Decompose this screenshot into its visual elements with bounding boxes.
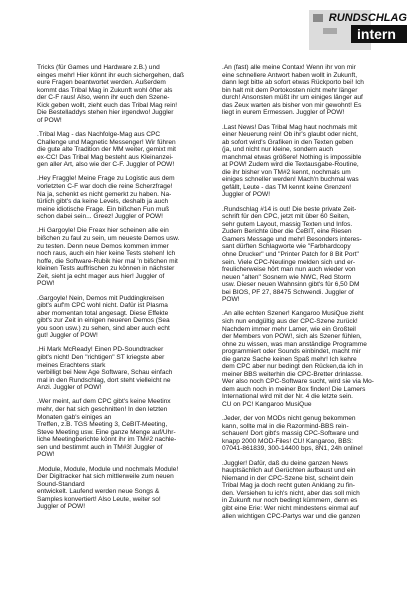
news-item: .Juggler! Dafür, daß du deine ganzen News hauptsächlich auf Gerüchten aufbaust und ein Niemand in der CPC-Szene bist, scheint dein Tribal Mag ja doch recht guten Anklang zu fin- den. Versiehen tu ich's nicht, aber das soll mich in Zukunft nur noch bedingt kümmern, denn es gibt eine Erie: Wer nicht mindestens einmal auf allen wichtigen CPC-Partys war und die ganzen xyxy=(222,459,361,520)
rundschlag-intern-logo xyxy=(307,6,409,52)
news-item: .Rundschlag #14 is out! Die beste private Zeit- schrift für den CPC, jetzt mit über 60 Seiten, sehr gutem Layout, massig Texten und Infos. Zudem Berichte über die CeBIT, eine Riesen Gamers Message und mehr! Besonders interes- sant dürften Schlagworte wie "Farbhardcopy ohne Drucker" und "Printer Patch for 8 Bit Port" sein. Viele CPC-Neulinge melden sich und er- freulicherweise hört man nun auch wieder von neuen "alten" Sosnern wie NWC, Red Storm usw. Dieser neuen Wahnsinn gibt's für 6,50 DM bei BIOS, PF 27, 88475 Schwendi. Juggler of POW! xyxy=(222,205,362,304)
right-column xyxy=(222,64,390,527)
news-item: .Tribal Mag - das Nachfolge-Mag aus CPC Challenge und Magnetic Messenger! Wir führen die gute alte Tradition der MM weiter, gemixt mit ex-CC! Das Tribal Mag besteht aus Kleinanzei- gen aller Art, also wie der C-F. Juggler of POW! xyxy=(37,131,176,169)
news-item: .Last News! Das Tribal Mag haut nochmals mit einer Neuerung rein! Ob ihr's glaubt oder nicht, ab sofort wird's Grafiken in den Texten geben (ja, und nicht nur kleine, sondern auch manchmal etwas größere! Nothing is impossible at POW! Zudem wird die Textausgabe-Routine, die ihr bisher von TM#2 kennt, nochmals um einiges schneller werden! Mach'n buchmal was gefällt, Leute - das TM kennt keine Grenzen! Juggler of POW! xyxy=(222,123,362,199)
news-item: .Hi Mark McReady! Einen PD-Soundtracker gibt's nicht! Den "richtigen" ST kriegste aber meines Erachtens stark verbilligt bei New Age Software, Schau einfach mal in den Rundschlag, dort steht vielleicht ne Anzi. Juggler of POW! xyxy=(37,346,173,392)
logo-title: RUNDSCHLAG xyxy=(328,12,407,24)
news-item: .Gargoyle! Nein, Demos mit Puddingkreisen gibt's auf'm CPC wohl nicht. Dafür ist Plasma aber momentan total angesagt. Diese Effekte gibt's zur Zeit in einigen neueren Demos (Sea you soon usw.) zu sehen, sind aber auch echt gut! Juggler of POW! xyxy=(37,294,170,340)
news-item: .Wer meint, auf dem CPC gibt's keine Meetinx mehr, der hat sich geschnitten! In den letzten Monaten gab's einiges an Treffen, z.B. TGS Meeting 3, CeBIT-Meeting, Steve Meeting usw. Eine ganze Menge auf/Uhr- liche Meetingberichte könnt ihr im TM#2 nachle- sen und bestimmt auch in TM#3! Juggler of POW! xyxy=(37,398,177,459)
news-item: .Hey Fraggle! Meine Frage zu Logistic aus dem vorletzten C-F war doch die reine Scherzfrage! Na ja, schenkt es nicht gemerkt zu haben. Na- türlich gibt's da keine Levels, deshalb ja auch meine idiotische Frage. Ein bißchen Fun muß schon dabei sein... Greez! Juggler of POW! xyxy=(37,175,175,221)
news-item: .An (fast) alle meine Contax! Wenn ihr von mir eine schnellere Antwort haben wollt in Zukunft, dann legt bitte ab sofort etwas Rückporto bei! Ich bin halt mit dem Portokosten nicht mehr länger durch! Ansonsten müßt ihr um einiges länger auf das Zeux warten als bisher von mir gewohnt! Es liegt in eurem Ermessen. Juggler of POW! xyxy=(222,64,364,117)
logo-subtitle: intern xyxy=(357,26,396,42)
news-item: .Hi Gargoyle! Die Freax hier scheinen alle ein bißchen zu faul zu sein, um neueste Demos usw. zu testen. Denn neue Demos kommen immer noch raus, auch ein hier keine Tests stehen! Ich hoffe, die Software-Rubik hier mal 'n bißchen mit kleinen Tests auffrischen zu können in nächster Zeit, sieht ja echt mager aus hier! Juggler of POW! xyxy=(37,227,180,288)
left-column xyxy=(37,64,205,517)
news-item: .An alle echten Szener! Kangaroo MusiQue zieht sich nun endgültig aus der CPC-Szene zurück! Nachdem immer mehr Lamer, wie ein Großteil der Members von POW!, sich als Szener fühlen, ohne zu wissen, was man anständige Programme programmiert oder Sounds einbindet, macht mir die ganze Sache keinen Spaß mehr! Ich kehre dem CPC aber nur bedingt den Rücken,da ich in meiner BBS weiterhin die CPC-Bretter drinlasse. Wer also noch CPC-Software sucht, wird sie via Mo- dem auch noch in meiner Box finden! Die Lamers International wird mit der Nr. 4 die letzte sein. CU on PC! Kangaroo MusiQue xyxy=(222,310,374,409)
news-item: .Jeder, der von MODs nicht genug bekommen kann, sollte mal in die Razormind-BBS rein- schauen! Dort gibt's massig CPC-Software und knapp 2000 MOD-Files! CU! Kangaroo, BBS: 07041-861839, 300-14400 bps, 8N1, 24h online! xyxy=(222,415,363,453)
news-item: Tricks (für Games und Hardware z.B.) und einges mehr! Hier könnt ihr euch sichergehen, daß eure Fragen beantwortet werden. Außerdem kommt das Tribal Mag in Zukunft wohl öfter als der C-F raus! Also, wenn ihr euch den Szene- Kick geben wollt, zieht euch das Tribal Mag rein! Die Bestelladdys stehen hier irgendwo! Juggler of POW! xyxy=(37,64,185,124)
news-item: .Module, Module, Module und nochmals Module! Der Digitracker hat sich mittlerweile zum neuen Sound-Standard entwickelt. Laufend werden neue Songs & Samples konvertiert! Also Leute, weiter so! Juggler of POW! xyxy=(37,465,179,511)
